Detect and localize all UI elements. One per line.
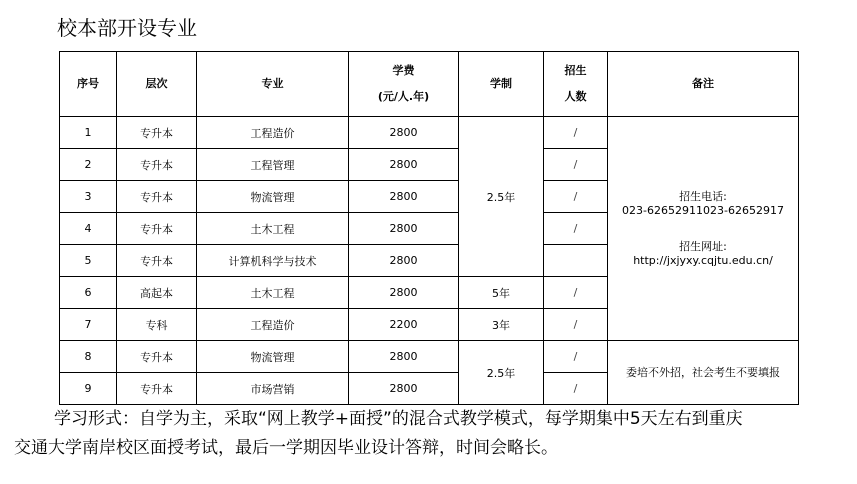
cell-major: 工程管理 xyxy=(197,149,349,181)
cell-enroll: / xyxy=(544,373,608,405)
remark-site-label: 招生网址: xyxy=(679,239,727,253)
page-title: 校本部开设专业 xyxy=(57,16,197,40)
cell-fee: 2800 xyxy=(349,245,459,277)
cell-duration-row7: 3年 xyxy=(459,309,544,341)
cell-enroll: / xyxy=(544,117,608,149)
cell-fee: 2800 xyxy=(349,149,459,181)
cell-level: 专升本 xyxy=(117,117,197,149)
header-fee xyxy=(349,52,459,117)
cell-remark-note2: 委培不外招，社会考生不要填报 xyxy=(608,341,799,405)
header-major: 专业 xyxy=(197,52,349,117)
programs-table xyxy=(59,51,799,405)
cell-seq: 8 xyxy=(60,341,117,373)
cell-level: 专科 xyxy=(117,309,197,341)
cell-fee: 2800 xyxy=(349,213,459,245)
cell-major: 市场营销 xyxy=(197,373,349,405)
header-duration: 学制 xyxy=(459,52,544,117)
table-header-row xyxy=(60,52,799,117)
study-mode-paragraph xyxy=(14,405,844,463)
header-enroll xyxy=(544,52,608,117)
cell-level: 专升本 xyxy=(117,373,197,405)
cell-major: 土木工程 xyxy=(197,213,349,245)
cell-duration-group-a: 2.5年 xyxy=(459,117,544,277)
remark-phone xyxy=(608,190,798,218)
cell-major: 土木工程 xyxy=(197,277,349,309)
cell-seq: 3 xyxy=(60,181,117,213)
cell-fee: 2800 xyxy=(349,277,459,309)
table-row xyxy=(60,341,799,373)
cell-seq: 1 xyxy=(60,117,117,149)
header-enroll-line2: 人数 xyxy=(564,90,587,103)
cell-major: 计算机科学与技术 xyxy=(197,245,349,277)
cell-fee: 2200 xyxy=(349,309,459,341)
header-seq: 序号 xyxy=(60,52,117,117)
cell-seq: 6 xyxy=(60,277,117,309)
cell-fee: 2800 xyxy=(349,181,459,213)
cell-enroll: / xyxy=(544,181,608,213)
remark-site-value: http://jxjyxy.cqjtu.edu.cn/ xyxy=(633,253,773,267)
cell-remark-contact xyxy=(608,117,799,341)
header-level: 层次 xyxy=(117,52,197,117)
remark-phone-value: 023-62652911023-62652917 xyxy=(622,203,784,217)
cell-seq: 7 xyxy=(60,309,117,341)
cell-level: 专升本 xyxy=(117,181,197,213)
cell-seq: 9 xyxy=(60,373,117,405)
cell-major: 工程造价 xyxy=(197,117,349,149)
cell-fee: 2800 xyxy=(349,373,459,405)
cell-level: 专升本 xyxy=(117,213,197,245)
cell-fee: 2800 xyxy=(349,117,459,149)
cell-major: 物流管理 xyxy=(197,181,349,213)
remark-phone-label: 招生电话: xyxy=(679,189,727,203)
cell-level: 专升本 xyxy=(117,341,197,373)
cell-enroll xyxy=(544,245,608,277)
cell-fee: 2800 xyxy=(349,341,459,373)
cell-enroll: / xyxy=(544,341,608,373)
cell-enroll: / xyxy=(544,277,608,309)
cell-seq: 4 xyxy=(60,213,117,245)
cell-enroll: / xyxy=(544,149,608,181)
cell-duration-row6: 5年 xyxy=(459,277,544,309)
study-mode-line1: 学习形式：自学为主，采取“网上教学+面授”的混合式教学模式，每学期集中5天左右到重庆 xyxy=(54,409,743,429)
cell-seq: 2 xyxy=(60,149,117,181)
header-enroll-line1: 招生 xyxy=(564,64,587,77)
cell-duration-group-b: 2.5年 xyxy=(459,341,544,405)
cell-enroll: / xyxy=(544,309,608,341)
cell-level: 高起本 xyxy=(117,277,197,309)
cell-major: 物流管理 xyxy=(197,341,349,373)
cell-seq: 5 xyxy=(60,245,117,277)
header-fee-line1: 学费 xyxy=(392,64,415,77)
cell-level: 专升本 xyxy=(117,245,197,277)
table-row xyxy=(60,117,799,149)
header-remark: 备注 xyxy=(608,52,799,117)
cell-enroll: / xyxy=(544,213,608,245)
cell-major: 工程造价 xyxy=(197,309,349,341)
remark-site xyxy=(608,240,798,268)
cell-level: 专升本 xyxy=(117,149,197,181)
study-mode-line2: 交通大学南岸校区面授考试，最后一学期因毕业设计答辩，时间会略长。 xyxy=(14,438,558,458)
header-fee-line2: (元/人.年) xyxy=(377,90,430,103)
